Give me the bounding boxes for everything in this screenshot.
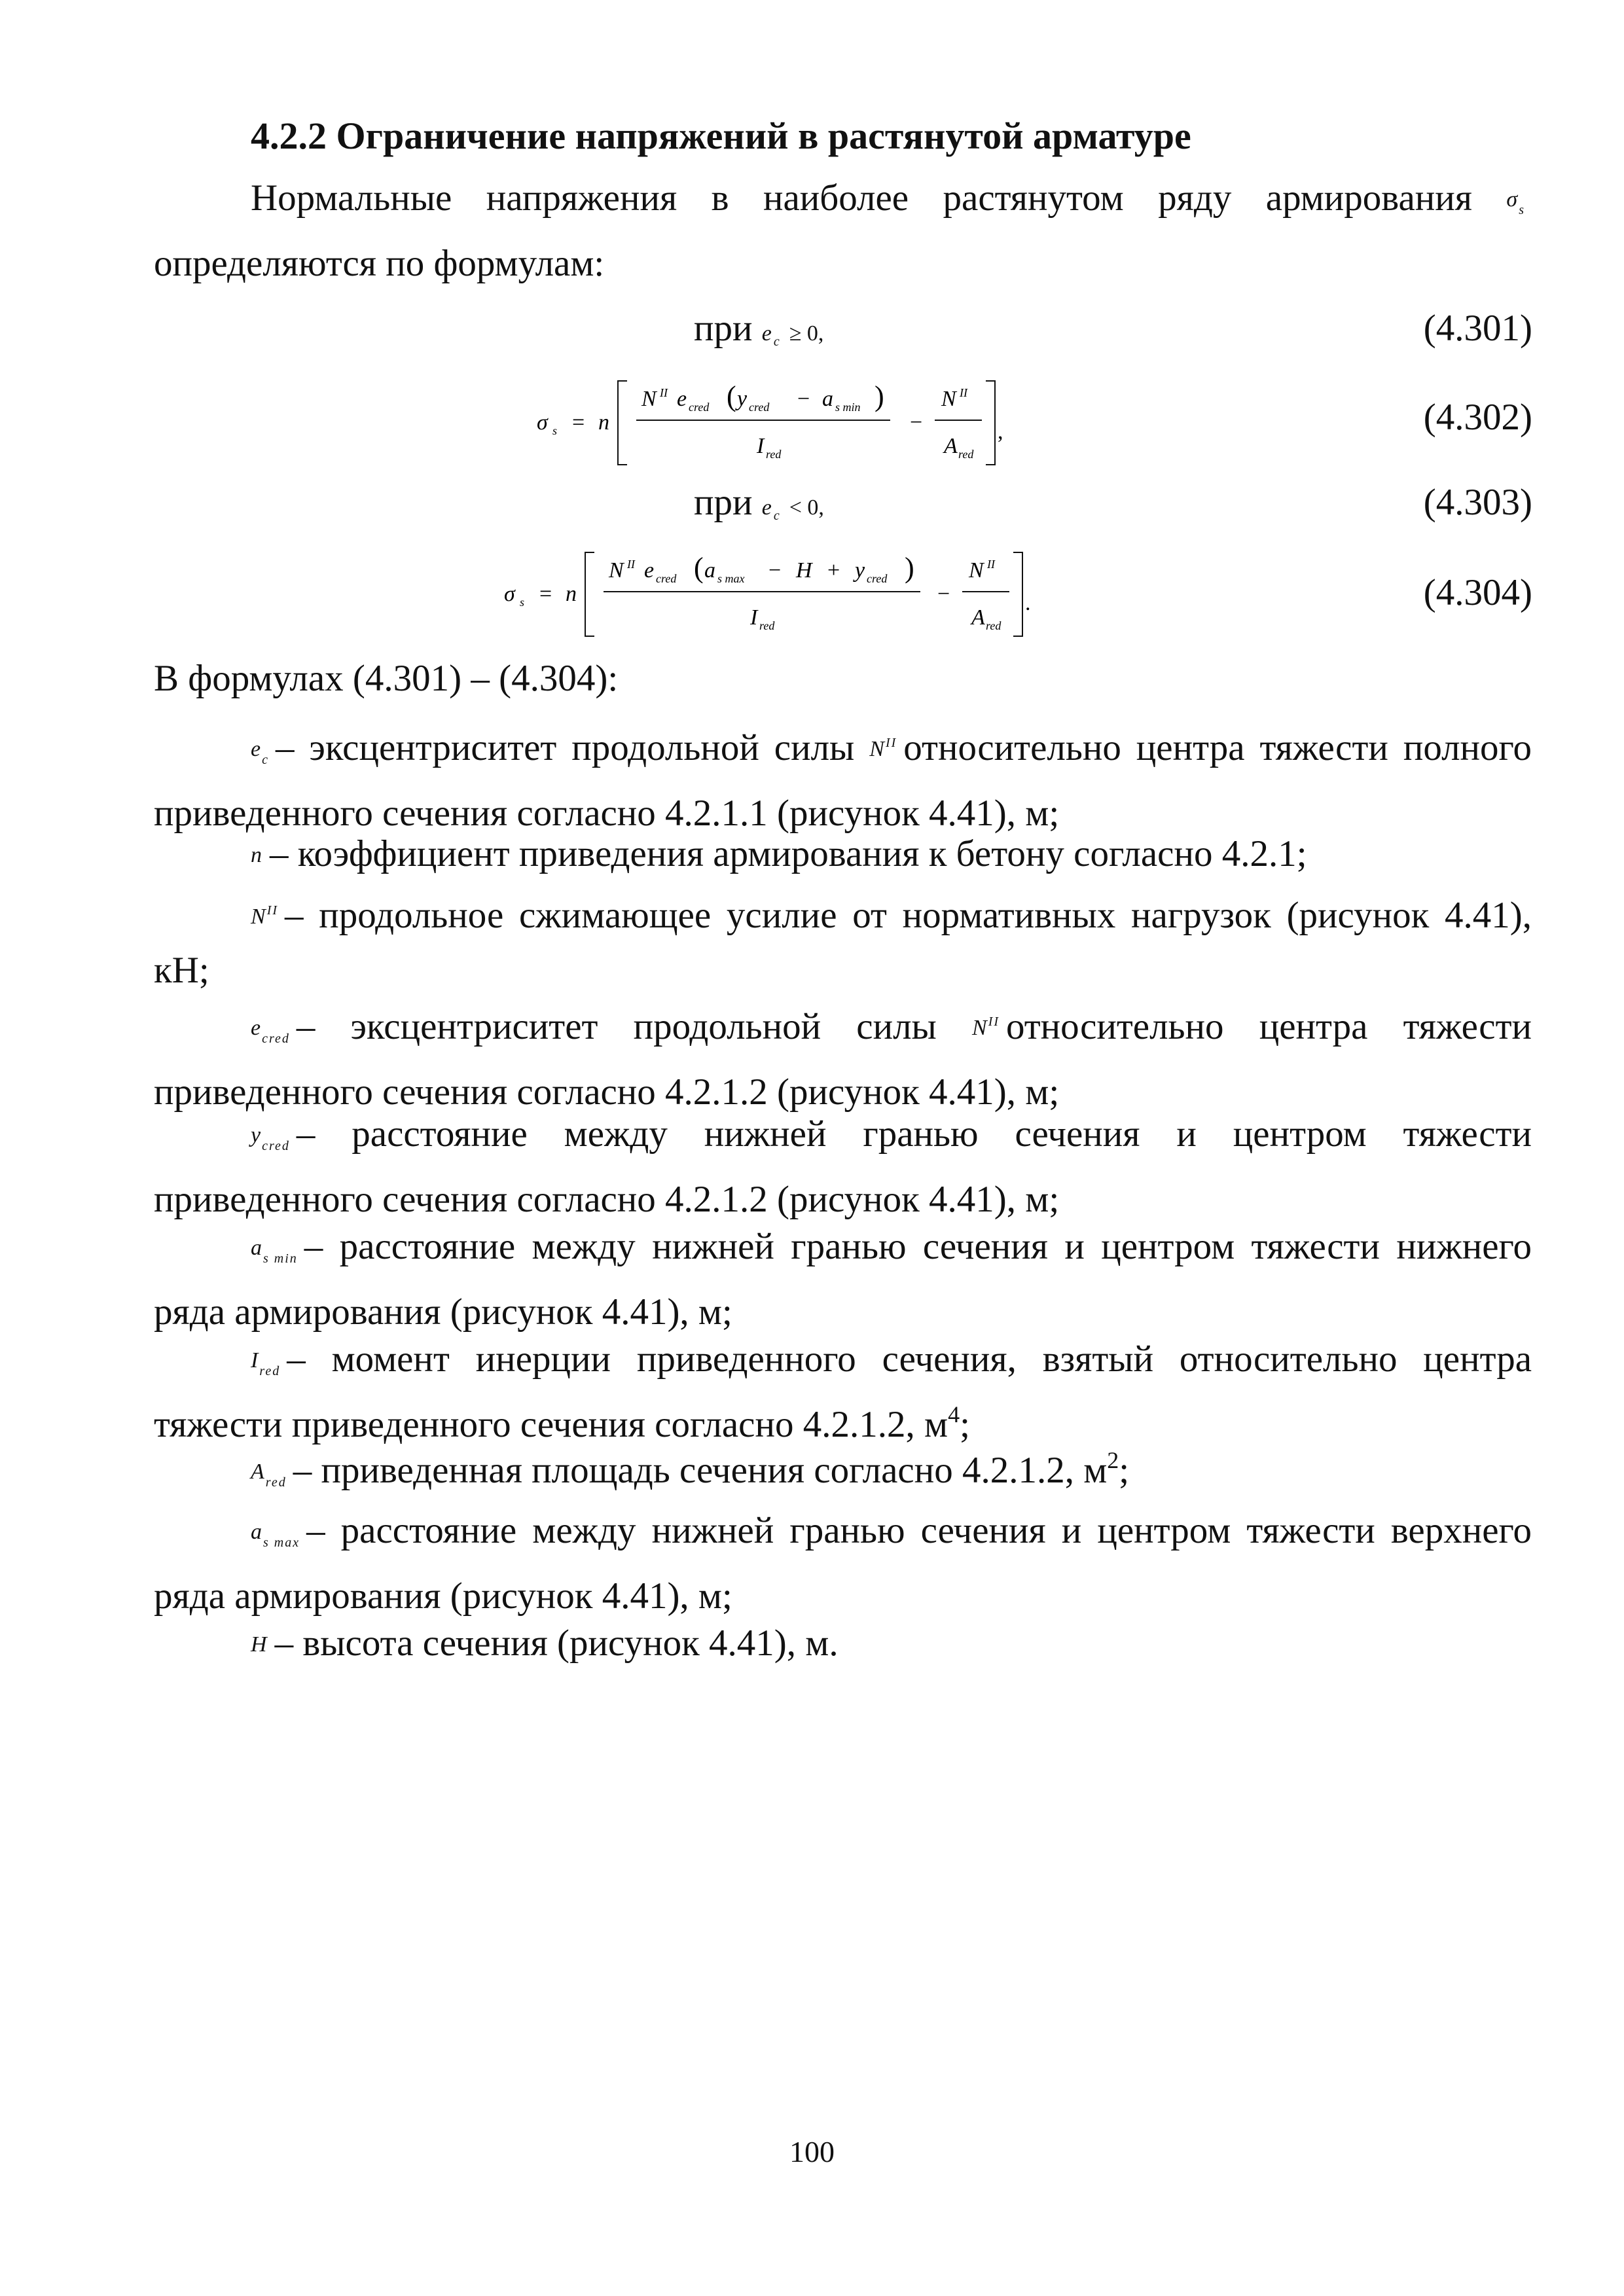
condition-4303: при $e_c < 0$, bbox=[694, 482, 824, 523]
svg-text:(: ( bbox=[727, 380, 736, 412]
svg-text:a: a bbox=[822, 387, 833, 411]
svg-text:σ: σ bbox=[537, 410, 548, 435]
svg-text:(: ( bbox=[694, 552, 704, 584]
symbol-ecred: $e_{cred}$ bbox=[251, 1016, 290, 1046]
definition-ec: $e_c$ – эксцентриситет продольной силы $N^{II}$ относительно центра тяжести полного приведенного сечения согласно 4.2.1.1 (рисунок 4.41), м; bbox=[154, 716, 1532, 840]
svg-text:=: = bbox=[572, 410, 585, 435]
svg-text:y: y bbox=[737, 387, 748, 411]
svg-text:e: e bbox=[644, 558, 655, 583]
svg-text:H: H bbox=[796, 558, 812, 583]
definition-ycred: $y_{cred}$ – расстояние между нижней гранью сечения и центром тяжести приведенного сечения согласно 4.2.1.2 (рисунок 4.41), м; bbox=[154, 1107, 1532, 1227]
sigma-symbol: $\sigma_s$ bbox=[1506, 187, 1525, 217]
svg-text:s: s bbox=[520, 596, 525, 609]
svg-text:cred: cred bbox=[689, 401, 710, 414]
svg-text:red: red bbox=[986, 619, 1001, 632]
svg-text:.: . bbox=[1025, 591, 1031, 615]
page-number: 100 bbox=[789, 2135, 835, 2168]
svg-text:cred: cred bbox=[867, 572, 888, 585]
definition-ecred: $e_{cred}$ – эксцентриситет продольной силы $N^{II}$ относительно центра тяжести приведенного сечения согласно 4.2.1.2 (рисунок 4.41), м; bbox=[154, 995, 1532, 1119]
svg-text:I: I bbox=[757, 434, 765, 458]
definition-asmin: $a_{s min}$ – расстояние между нижней гранью сечения и центром тяжести нижнего ряда армирования (рисунок 4.41), м; bbox=[154, 1220, 1532, 1339]
svg-text:+: + bbox=[827, 558, 840, 583]
svg-text:): ) bbox=[905, 552, 914, 584]
svg-text:s max: s max bbox=[717, 572, 745, 585]
svg-text:II: II bbox=[627, 558, 635, 571]
definition-NII: $N^{II}$ – продольное сжимающее усилие от нормативных нагрузок (рисунок 4.41), кН; bbox=[154, 884, 1532, 997]
svg-text:A: A bbox=[971, 605, 985, 630]
svg-text:,: , bbox=[998, 420, 1003, 444]
svg-text:a: a bbox=[704, 558, 715, 583]
svg-text:n: n bbox=[598, 410, 609, 435]
symbol-Ired: $I_{red}$ bbox=[251, 1348, 281, 1378]
symbol-NII-inline: $N^{II}$ bbox=[869, 736, 897, 761]
svg-text:−: − bbox=[937, 582, 950, 606]
svg-text:red: red bbox=[759, 619, 775, 632]
equation-number-4302: (4.302) bbox=[1423, 397, 1532, 438]
symbol-Ared: $A_{red}$ bbox=[251, 1460, 287, 1490]
definition-Ared: $A_{red}$ – приведенная площадь сечения согласно 4.2.1.2, $м^2$; bbox=[154, 1444, 1532, 1509]
symbol-NII: $N^{II}$ bbox=[251, 903, 279, 929]
svg-text:): ) bbox=[875, 380, 884, 412]
formula-4302 bbox=[524, 367, 1047, 475]
svg-text:I: I bbox=[750, 605, 758, 630]
svg-text:=: = bbox=[539, 582, 552, 606]
svg-text:red: red bbox=[766, 448, 782, 461]
definition-asmax: $a_{s max}$ – расстояние между нижней гранью сечения и центром тяжести верхнего ряда армирования (рисунок 4.41), м; bbox=[154, 1504, 1532, 1623]
definition-Ired: $I_{red}$ – момент инерции приведенного сечения, взятый относительно центра тяжести приведенного сечения согласно 4.2.1.2, $м^4$; bbox=[154, 1333, 1532, 1452]
equation-number-4303: (4.303) bbox=[1423, 482, 1532, 523]
svg-text:y: y bbox=[855, 558, 865, 583]
symbol-ec: $e_c$ bbox=[251, 737, 269, 767]
svg-text:II: II bbox=[960, 386, 967, 399]
svg-text:N: N bbox=[969, 558, 984, 583]
formula-4304 bbox=[491, 538, 1080, 646]
symbol-n: n bbox=[251, 843, 263, 867]
svg-text:s min: s min bbox=[835, 401, 861, 414]
svg-text:s: s bbox=[552, 424, 558, 437]
equation-number-4304: (4.304) bbox=[1423, 572, 1532, 613]
svg-text:σ: σ bbox=[504, 582, 515, 606]
in-formulas-line: В формулах (4.301) – (4.304): bbox=[154, 658, 619, 699]
svg-text:−: − bbox=[910, 410, 923, 435]
intro-paragraph bbox=[154, 171, 1532, 291]
section-heading: 4.2.2 Ограничение напряжений в растянутой арматуре bbox=[251, 115, 1191, 157]
condition-4301: при $e_c \ge 0$, bbox=[694, 308, 824, 349]
symbol-H: H bbox=[251, 1632, 268, 1657]
svg-text:N: N bbox=[641, 387, 657, 411]
symbol-asmax: $a_{s max}$ bbox=[251, 1520, 300, 1550]
svg-text:n: n bbox=[566, 582, 577, 606]
symbol-asmin: $a_{s min}$ bbox=[251, 1236, 298, 1266]
svg-text:N: N bbox=[941, 387, 956, 411]
svg-text:A: A bbox=[944, 434, 958, 458]
svg-text:red: red bbox=[958, 448, 974, 461]
svg-text:cred: cred bbox=[656, 572, 677, 585]
svg-text:II: II bbox=[987, 558, 995, 571]
symbol-ycred: $y_{cred}$ bbox=[251, 1123, 290, 1153]
svg-text:−: − bbox=[797, 387, 810, 411]
svg-text:II: II bbox=[660, 386, 668, 399]
svg-text:−: − bbox=[768, 558, 782, 583]
equation-number-4301: (4.301) bbox=[1423, 308, 1532, 349]
svg-text:e: e bbox=[677, 387, 687, 411]
svg-text:cred: cred bbox=[749, 401, 770, 414]
intro-text-after: определяются по формулам: bbox=[154, 243, 605, 284]
svg-text:N: N bbox=[609, 558, 624, 583]
intro-text-before: Нормальные напряжения в наиболее растянутом ряду армирования bbox=[251, 177, 1472, 219]
definition-n: n – коэффициент приведения армирования к бетону согласно 4.2.1; bbox=[154, 827, 1532, 882]
definition-H: H – высота сечения (рисунок 4.41), м. bbox=[154, 1617, 1532, 1672]
symbol-NII-inline-2: $N^{II}$ bbox=[972, 1014, 1000, 1040]
